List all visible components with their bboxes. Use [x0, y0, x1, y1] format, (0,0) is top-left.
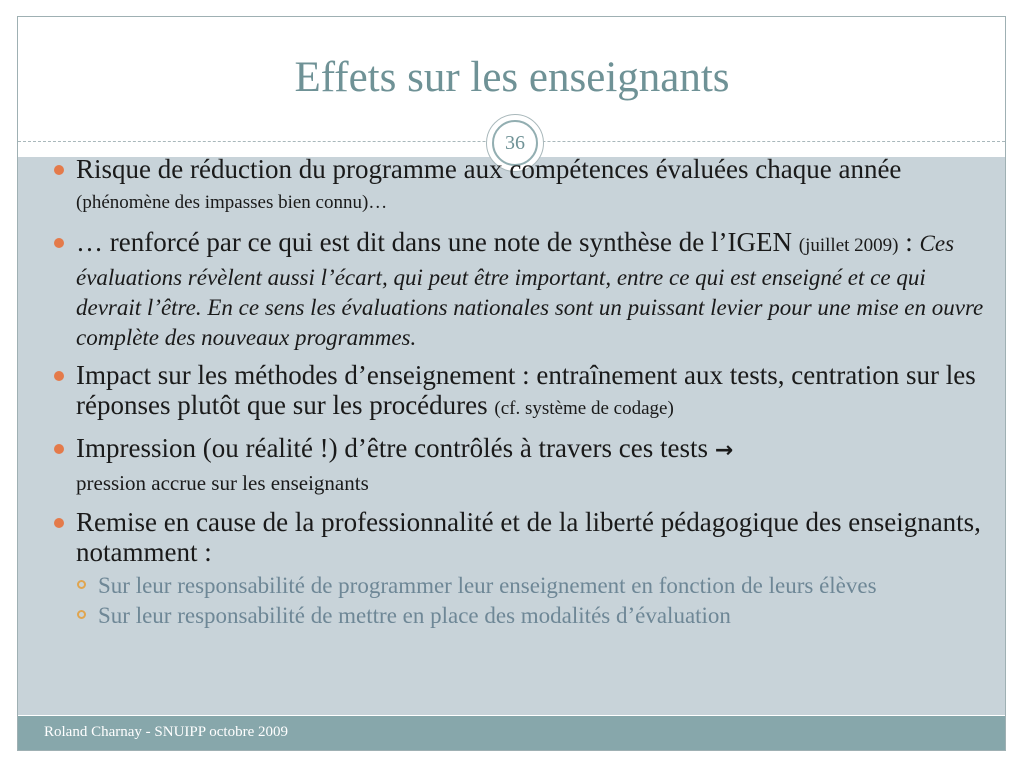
ring-bullet-icon [77, 610, 86, 619]
sub-bullet-text: Sur leur responsabilité de mettre en place des modalités d’évaluation [98, 603, 731, 628]
bullet-dot-icon [54, 518, 64, 528]
bullet-text: Risque de réduction du programme aux compétences évaluées chaque année [76, 154, 902, 184]
bullet-text: … renforcé par ce qui est dit dans une note de synthèse de l’IGEN [76, 227, 799, 257]
bullet-quote-end: . [410, 325, 417, 350]
bullet-quote: Ces évaluations révèlent aussi l’écart, qui peut être important, entre ce qui est enseigné et ce qui devrait l’être. En ce sens les évaluations nationales sont un puissant levier pour une mise en ouvre complète des nouveaux programmes [76, 231, 984, 350]
bullet-item [54, 360, 984, 424]
bullet-dot-icon [54, 444, 64, 454]
footer-text: Roland Charnay - SNUIPP octobre 2009 [44, 724, 288, 740]
slide-title: Effets sur les enseignants [294, 54, 730, 101]
sub-bullet-item [76, 603, 984, 628]
bullet-item [54, 154, 984, 218]
sub-bullet-text: Sur leur responsabilité de programmer leur enseignement en fonction de leurs élèves [98, 573, 877, 598]
sub-bullet-list [76, 573, 984, 628]
page-number: 36 [492, 120, 538, 166]
bullet-dot-icon [54, 165, 64, 175]
bullet-note: pression accrue sur les enseignants [76, 471, 369, 495]
sub-bullet-item [76, 573, 984, 598]
bullet-note: (phénomène des impasses bien connu)… [76, 192, 388, 213]
bullet-text: Impression (ou réalité !) d’être contrôlés à travers ces tests [76, 433, 715, 463]
bullet-dot-icon [54, 371, 64, 381]
bullet-note: (juillet 2009) [798, 235, 899, 256]
bullet-item [54, 433, 984, 498]
bullet-text: Impact sur les méthodes d’enseignement : entraînement aux tests, centration sur les réponses plutôt que sur les procédures [76, 360, 976, 420]
ring-bullet-icon [77, 580, 86, 589]
right-arrow-icon: → [714, 438, 734, 463]
bullet-list [54, 154, 984, 637]
bullet-colon: : [898, 227, 920, 257]
bullet-item [54, 227, 984, 351]
bullet-text: Remise en cause de la professionnalité et de la liberté pédagogique des enseignants, notamment : [76, 507, 981, 567]
bullet-note: (cf. système de codage) [494, 398, 674, 419]
bullet-item [54, 507, 984, 628]
bullet-dot-icon [54, 238, 64, 248]
